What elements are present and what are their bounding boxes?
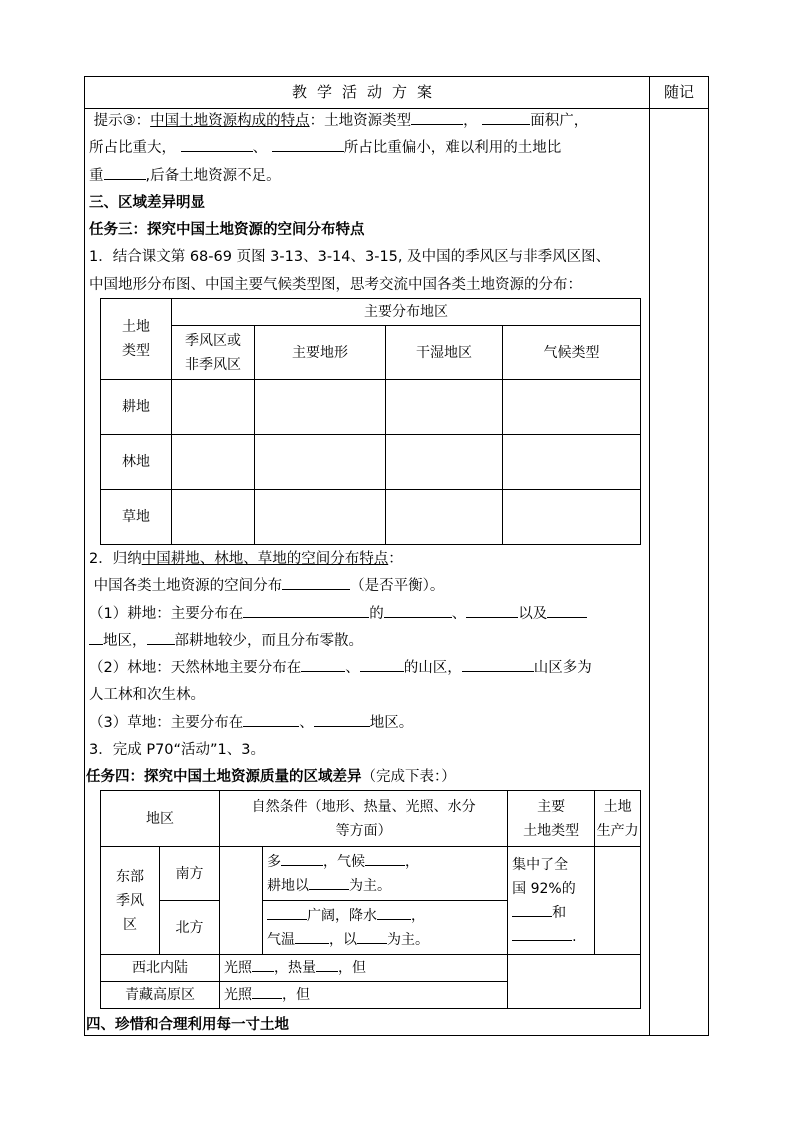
fill-blank[interactable]	[314, 712, 370, 727]
fill-blank[interactable]	[252, 957, 274, 972]
fill-blank[interactable]	[466, 603, 518, 618]
column-divider	[649, 77, 650, 1035]
table2-north-cell: 广阔，降水 ， 气温 ，以 为主。	[263, 901, 508, 955]
fill-blank[interactable]	[360, 657, 404, 672]
table2-qz-label: 青藏高原区	[101, 982, 220, 1009]
table-cell[interactable]	[386, 380, 503, 435]
table-cell[interactable]	[255, 435, 386, 490]
table2-south-cell: 多 ，气候 ， 耕地以 为主。	[263, 847, 508, 901]
table2-prod-header: 土地 生产力	[595, 791, 641, 847]
lesson-plan-frame	[84, 76, 709, 1036]
table-cell[interactable]	[255, 490, 386, 545]
fill-blank[interactable]	[316, 957, 338, 972]
table-cell[interactable]	[595, 847, 641, 955]
q2-line7: （3）草地：主要分布在 、 地区。	[89, 710, 645, 737]
fill-blank[interactable]	[267, 905, 307, 920]
fill-blank[interactable]	[512, 926, 572, 941]
table-cell[interactable]	[386, 490, 503, 545]
hint3-line1: 提示③：中国土地资源构成的特点：土地资源类型 ， 面积广，	[89, 108, 645, 135]
q2-content	[86, 546, 645, 792]
section4-heading: 四、珍惜和合理利用每一寸土地	[86, 1017, 289, 1033]
table2-south-label: 南方	[160, 847, 220, 901]
fill-blank[interactable]	[282, 575, 350, 590]
table2-north-label: 北方	[160, 901, 220, 955]
table1-col-climate: 气候类型	[503, 326, 641, 380]
fill-blank[interactable]	[104, 165, 146, 180]
fill-blank[interactable]	[181, 137, 253, 152]
task4-heading: 任务四：探究中国土地资源质量的区域差异（完成下表：）	[86, 769, 456, 786]
fill-blank[interactable]	[512, 902, 552, 917]
table2-nw-cell: 光照 ，热量 ，但	[220, 955, 508, 982]
fill-blank[interactable]	[301, 657, 345, 672]
fill-blank[interactable]	[272, 137, 344, 152]
fill-blank[interactable]	[89, 630, 103, 645]
q2-line5: （2）林地：天然林地主要分布在 、 的山区， 山区多为	[89, 655, 645, 682]
table1-row-label: 草地	[101, 490, 172, 545]
q1-line1: 1．结合课文第 68-69 页图 3-13、3-14、3-15, 及中国的季风区与非季风区图、	[89, 249, 611, 266]
table2-east-label: 东部 季风 区	[101, 847, 160, 955]
fill-blank[interactable]	[377, 905, 411, 920]
table2-east-type-cell: 集中了全 国 92%的 和 .	[508, 847, 595, 955]
fill-blank[interactable]	[482, 110, 530, 125]
fill-blank[interactable]	[243, 603, 369, 618]
fill-blank[interactable]	[411, 110, 463, 125]
table-cell[interactable]	[172, 380, 255, 435]
table-cell[interactable]	[503, 490, 641, 545]
table1-row-label: 林地	[101, 435, 172, 490]
q2-line1: 2．归纳中国耕地、林地、草地的空间分布特点：	[89, 551, 403, 567]
table2-type-header: 主要 土地类型	[508, 791, 595, 847]
fill-blank[interactable]	[295, 929, 329, 944]
table-cell[interactable]	[255, 380, 386, 435]
main-content	[89, 108, 645, 299]
table-cell[interactable]	[503, 435, 641, 490]
page-title: 教学活动方案	[291, 83, 442, 101]
fill-blank[interactable]	[252, 984, 282, 999]
land-quality-table	[100, 790, 641, 1009]
table1-col-terrain: 主要地形	[255, 326, 386, 380]
fill-blank[interactable]	[309, 875, 349, 890]
hint3-line2: 所占比重大， 、 所占比重偏小，难以利用的土地比	[89, 135, 645, 162]
table-cell[interactable]	[172, 490, 255, 545]
fill-blank[interactable]	[547, 603, 587, 618]
table-cell[interactable]	[508, 955, 641, 1009]
fill-blank[interactable]	[243, 712, 299, 727]
section3-heading: 三、区域差异明显	[89, 194, 205, 211]
table2-qz-cell: 光照 ，但	[220, 982, 508, 1009]
notes-column-title: 随记	[663, 83, 694, 101]
land-distribution-table	[100, 298, 641, 545]
table2-nature-header: 自然条件（地形、热量、光照、水分 等方面）	[220, 791, 508, 847]
q1-line2: 中国地形分布图、中国主要气候类型图，思考交流中国各类土地资源的分布：	[89, 276, 582, 293]
fill-blank[interactable]	[147, 630, 175, 645]
q2-line3: （1）耕地：主要分布在 的 、 以及	[89, 601, 645, 628]
q2-line4: 地区， 部耕地较少，而且分布零散。	[89, 628, 645, 655]
q2-line2: 中国各类土地资源的空间分布 （是否平衡）。	[89, 573, 645, 600]
table1-row-label: 耕地	[101, 380, 172, 435]
fill-blank[interactable]	[357, 929, 387, 944]
hint3-label: 中国土地资源构成的特点	[150, 113, 310, 129]
section4-content	[86, 1012, 645, 1039]
table-cell[interactable]	[220, 847, 263, 955]
fill-blank[interactable]	[365, 851, 405, 866]
fill-blank[interactable]	[384, 603, 452, 618]
table1-group-header: 主要分布地区	[172, 299, 641, 326]
table1-type-header: 土地 类型	[101, 299, 172, 380]
fill-blank[interactable]	[281, 851, 323, 866]
table-cell[interactable]	[386, 435, 503, 490]
task3-heading: 任务三：探究中国土地资源的空间分布特点	[89, 222, 365, 239]
table-cell[interactable]	[503, 380, 641, 435]
table-cell[interactable]	[172, 435, 255, 490]
fill-blank[interactable]	[462, 657, 534, 672]
table1-col-monsoon: 季风区或 非季风区	[172, 326, 255, 380]
header-row	[85, 77, 708, 109]
q2-line6: 人工林和次生林。	[89, 687, 205, 704]
table2-nw-label: 西北内陆	[101, 955, 220, 982]
q3-line: 3．完成 P70“活动”1、3。	[89, 742, 266, 759]
table2-region-header: 地区	[101, 791, 220, 847]
hint3-line3: 重 ,后备土地资源不足。	[89, 163, 645, 190]
table1-col-moisture: 干湿地区	[386, 326, 503, 380]
